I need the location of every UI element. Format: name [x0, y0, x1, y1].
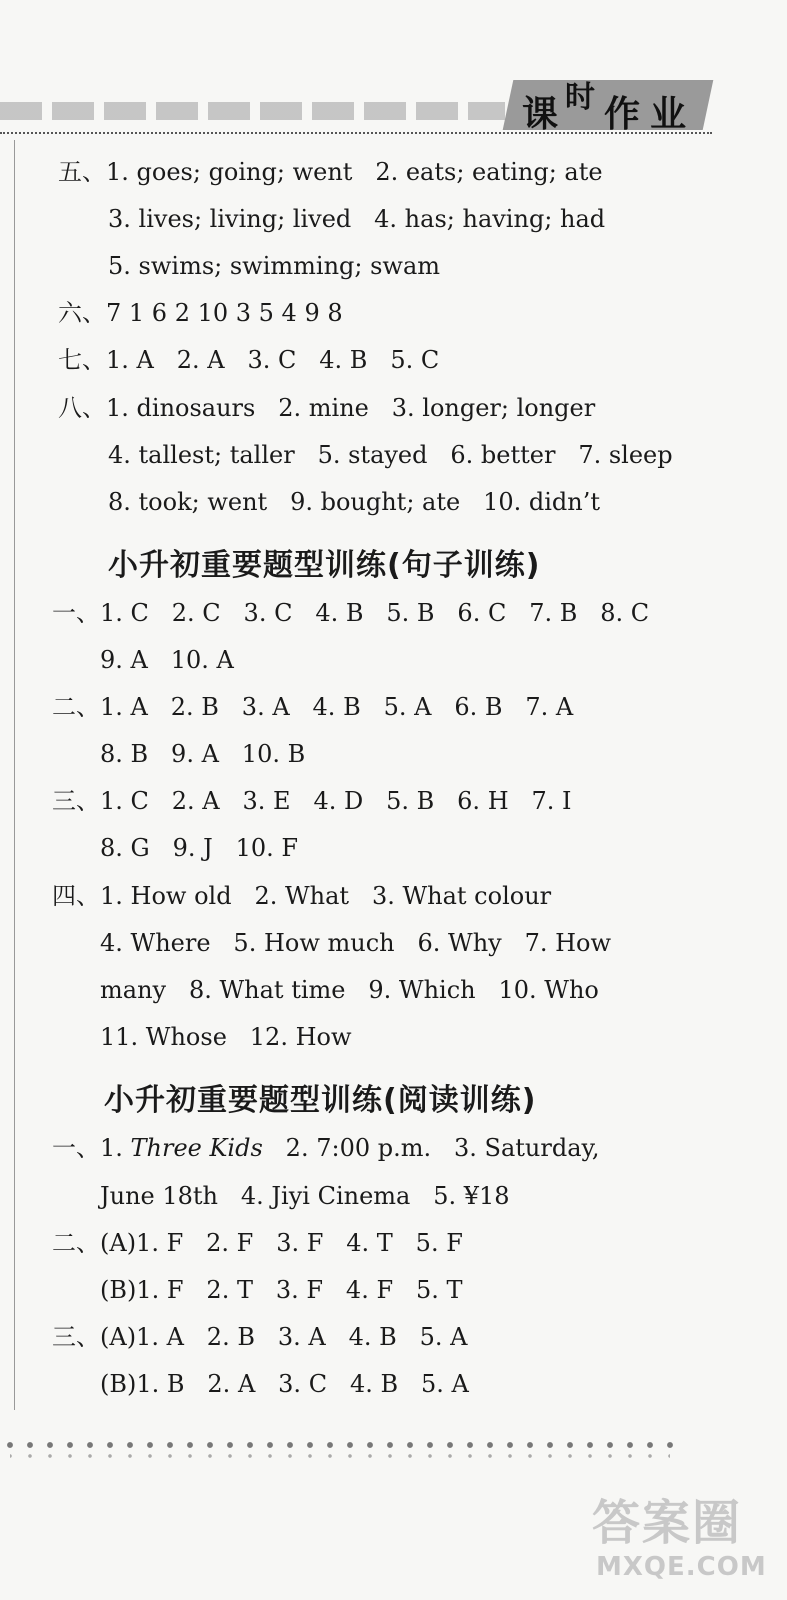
page-header [0, 0, 787, 140]
section-heading-sentence: 小升初重要题型训练(句子训练) [108, 548, 541, 583]
footer-dot-border [0, 1440, 680, 1450]
answer-line-8-1: 八、1. dinosaurs 2. mine 3. longer; longer [58, 394, 596, 422]
answer-line-s4-2: 4. Where 5. How much 6. Why 7. How [100, 929, 612, 957]
banner-char-4: 业 [650, 94, 687, 135]
watermark-logo-text: 答案圈 [592, 1495, 743, 1551]
left-margin-rule [14, 140, 15, 1410]
answer-line-r1-1 [52, 1133, 600, 1163]
answer-line-s4-4: 11. Whose 12. How [100, 1023, 352, 1051]
banner-char-3: 作 [604, 94, 641, 135]
answer-line-r1-2: June 18th 4. Jiyi Cinema 5. ¥18 [100, 1182, 510, 1210]
section-heading-reading: 小升初重要题型训练(阅读训练) [104, 1083, 537, 1118]
answer-line-5-1: 五、1. goes; going; went 2. eats; eating; ate [58, 158, 603, 186]
answer-line-r1-rest: 2. 7:00 p.m. 3. Saturday, [262, 1134, 600, 1162]
answer-line-s2-2: 8. B 9. A 10. B [100, 740, 306, 768]
answer-line-s1-2: 9. A 10. A [100, 646, 234, 674]
answer-line-s1-1: 一、1. C 2. C 3. C 4. B 5. B 6. C 7. B 8. C [52, 599, 650, 627]
answer-line-s4-3: many 8. What time 9. Which 10. Who [100, 976, 599, 1004]
answer-line-8-3: 8. took; went 9. bought; ate 10. didn’t [108, 488, 601, 516]
answer-line-5-3: 5. swims; swimming; swam [108, 252, 441, 280]
answer-line-s2-1: 二、1. A 2. B 3. A 4. B 5. A 6. B 7. A [52, 693, 574, 721]
answer-line-r3-1: 三、(A)1. A 2. B 3. A 4. B 5. A [52, 1323, 468, 1351]
watermark-url: MXQE.COM [596, 1552, 767, 1582]
reading-title-italic: Three Kids [130, 1134, 263, 1162]
answer-line-r2-2: (B)1. F 2. T 3. F 4. F 5. T [100, 1276, 463, 1304]
answer-line-7: 七、1. A 2. A 3. C 4. B 5. C [58, 346, 440, 374]
answer-line-5-2: 3. lives; living; lived 4. has; having; had [108, 205, 606, 233]
header-dotted-rule [0, 132, 712, 134]
answer-line-s3-2: 8. G 9. J 10. F [100, 834, 299, 862]
watermark [592, 1484, 782, 1594]
answer-line-r1-prefix: 一、1. [52, 1134, 131, 1162]
answer-line-6: 六、7 1 6 2 10 3 5 4 9 8 [58, 299, 343, 327]
answer-line-s3-1: 三、1. C 2. A 3. E 4. D 5. B 6. H 7. I [52, 787, 572, 815]
banner-char-1: 课 [522, 94, 559, 135]
answer-line-r3-2: (B)1. B 2. A 3. C 4. B 5. A [100, 1370, 469, 1398]
footer-wave-border [10, 1452, 670, 1460]
answer-line-s4-1: 四、1. How old 2. What 3. What colour [52, 882, 552, 910]
header-stripe [0, 102, 505, 120]
answer-line-8-2: 4. tallest; taller 5. stayed 6. better 7. sleep [108, 441, 673, 469]
answer-line-r2-1: 二、(A)1. F 2. F 3. F 4. T 5. F [52, 1229, 463, 1257]
banner-char-2: 时 [565, 80, 595, 115]
